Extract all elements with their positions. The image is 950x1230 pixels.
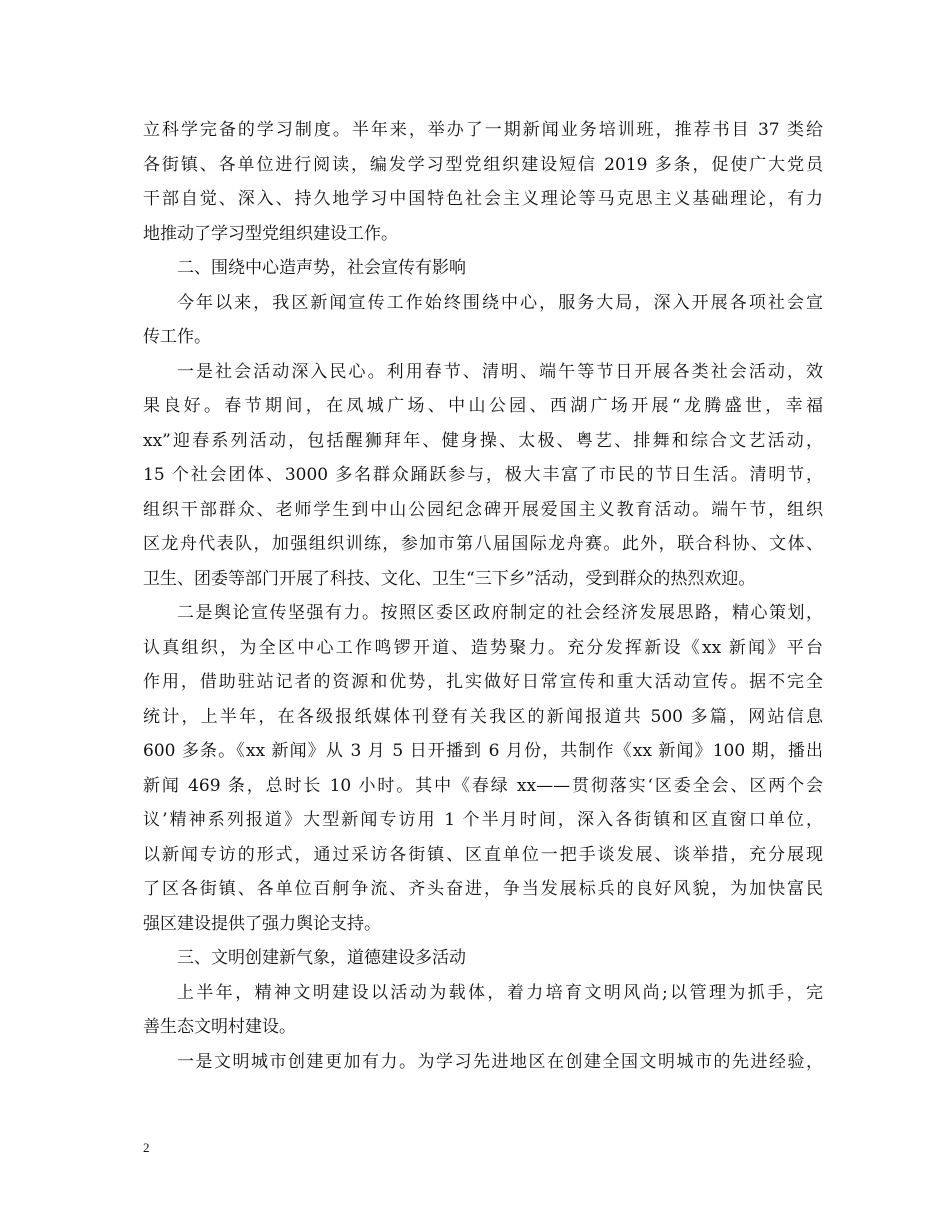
paragraph-line: 果良好。春节期间，在凤城广场、中山公园、西湖广场开展“龙腾盛世，幸福 bbox=[143, 396, 823, 416]
paragraph bbox=[143, 251, 823, 286]
page-number: 2 bbox=[143, 1140, 150, 1155]
paragraph-line: 今年以来，我区新闻宣传工作始终围绕中心，服务大局，深入开展各项社会宣 bbox=[177, 292, 823, 313]
paragraph-line: 15 个社会团体、3000 多名群众踊跃参与，极大丰富了市民的节日生活。清明节， bbox=[143, 465, 823, 485]
paragraph-line: 作用，借助驻站记者的资源和优势，扎实做好日常宣传和重大活动宣传。据不完全 bbox=[143, 672, 823, 692]
paragraph-line: 600 多条。《xx 新闻》从 3 月 5 日开播到 6 月份，共制作《xx 新闻》100 期，播出 bbox=[143, 741, 823, 761]
paragraph bbox=[143, 941, 823, 976]
paragraph-line: 传工作。 bbox=[143, 327, 211, 347]
paragraph-line: 地推动了学习型党组织建设工作。 bbox=[143, 223, 398, 244]
paragraph-line: 组织干部群众、老师学生到中山公园纪念碑开展爱国主义教育活动。端午节，组织 bbox=[143, 499, 823, 520]
paragraph-line: 了区各街镇、各单位百舸争流、齐头奋进，争当发展标兵的良好风貌，为加快富民 bbox=[143, 879, 823, 899]
paragraph-line: 二是舆论宣传坚强有力。按照区委区政府制定的社会经济发展思路，精心策划， bbox=[177, 603, 823, 623]
paragraph-line: 认真组织，为全区中心工作鸣锣开道、造势聚力。充分发挥新设《xx 新闻》平台 bbox=[143, 637, 823, 658]
paragraph bbox=[143, 113, 823, 251]
paragraph bbox=[143, 286, 823, 355]
paragraph-line: 新闻 469 条，总时长 10 小时。其中《春绿 xx——贯彻落实‘区委全会、区两个会 bbox=[143, 775, 823, 796]
paragraph-line: xx”迎春系列活动，包括醒狮拜年、健身操、太极、粤艺、排舞和综合文艺活动， bbox=[143, 430, 823, 451]
paragraph-line: 卫生、团委等部门开展了科技、文化、卫生“三下乡”活动，受到群众的热烈欢迎。 bbox=[143, 568, 756, 589]
paragraph-line: 干部自觉、深入、持久地学习中国特色社会主义理论等马克思主义基础理论，有力 bbox=[143, 189, 823, 209]
paragraph-line: 统计，上半年，在各级报纸媒体刊登有关我区的新闻报道共 500 多篇，网站信息 bbox=[143, 706, 823, 727]
paragraph-line: 以新闻专访的形式，通过采访各街镇、区直单位一把手谈发展、谈举措，充分展现 bbox=[143, 844, 823, 865]
paragraph-line: 善生态文明村建设。 bbox=[143, 1017, 296, 1037]
paragraph-line: 一是文明城市创建更加有力。为学习先进地区在创建全国文明城市的先进经验， bbox=[177, 1051, 823, 1072]
document-body bbox=[143, 113, 823, 1079]
paragraph-line: 各街镇、各单位进行阅读，编发学习型党组织建设短信 2019 多条，促使广大党员 bbox=[143, 154, 823, 175]
paragraph bbox=[143, 596, 823, 941]
paragraph bbox=[143, 1045, 823, 1080]
paragraph bbox=[143, 355, 823, 597]
paragraph-line: 议’精神系列报道》大型新闻专访用 1 个半月时间，深入各街镇和区直窗口单位， bbox=[143, 810, 823, 830]
paragraph-line: 立科学完备的学习制度。半年来，举办了一期新闻业务培训班，推荐书目 37 类给 bbox=[143, 120, 823, 140]
paragraph-line: 强区建设提供了强力舆论支持。 bbox=[143, 913, 381, 934]
paragraph-line: 区龙舟代表队，加强组织训练，参加市第八届国际龙舟赛。此外，联合科协、文体、 bbox=[143, 534, 823, 554]
paragraph-line: 上半年，精神文明建设以活动为载体，着力培育文明风尚;以管理为抓手，完 bbox=[177, 982, 823, 1003]
paragraph-line: 三、文明创建新气象，道德建设多活动 bbox=[177, 948, 466, 968]
paragraph-line: 一是社会活动深入民心。利用春节、清明、端午等节日开展各类社会活动，效 bbox=[177, 361, 823, 382]
paragraph bbox=[143, 976, 823, 1045]
paragraph-line: 二、围绕中心造声势，社会宣传有影响 bbox=[177, 258, 466, 278]
